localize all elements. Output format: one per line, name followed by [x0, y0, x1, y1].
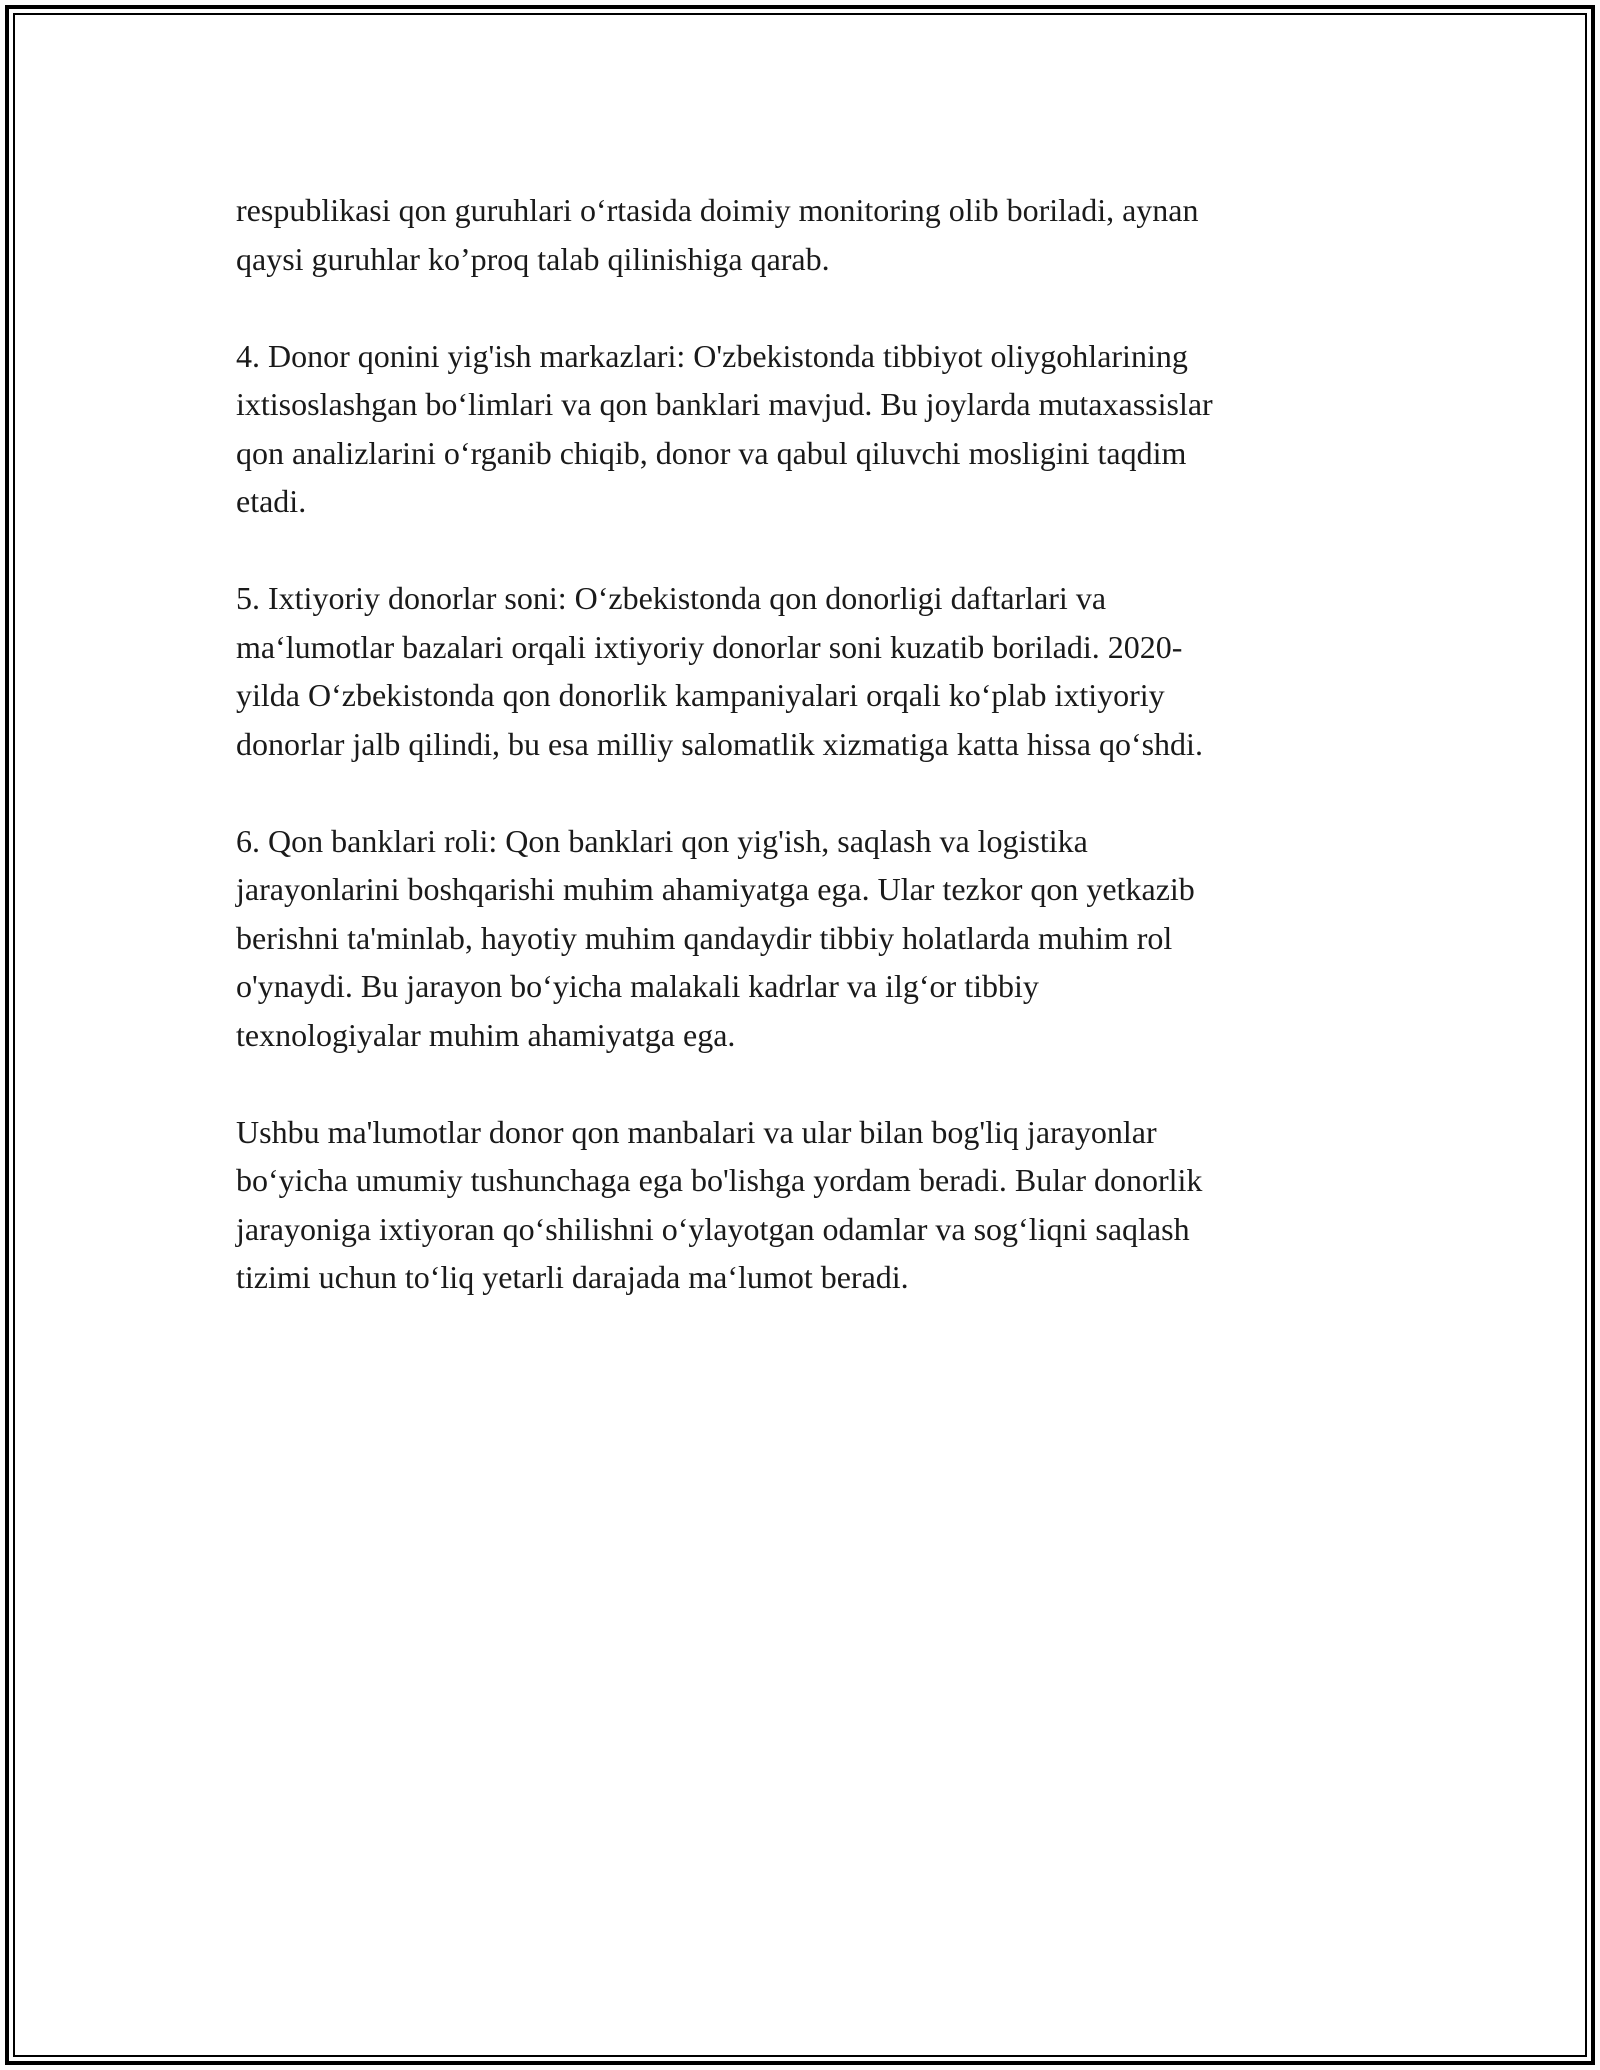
- paragraph-blood-banks-role: 6. Qon banklari roli: Qon banklari qon yig'ish, saqlash va logistika jarayonlarini boshqarishi muhim ahamiyatga ega. Ular tezkor qon yetkazib berishni ta'minlab, hayotiy muhim qandaydir tibbiy holatlarda muhim rol o'ynaydi. Bu jarayon bo‘yicha malakali kadrlar va ilg‘or tibbiy texnologiyalar muhim ahamiyatga ega.: [236, 822, 1195, 1053]
- paragraph-blood-group-monitoring: respublikasi qon guruhlari o‘rtasida doimiy monitoring olib boriladi, aynan qaysi guruhlar ko’proq talab qilinishiga qarab.: [236, 192, 1199, 277]
- paragraph-donor-collection-centers: 4. Donor qonini yig'ish markazlari: O'zbekistonda tibbiyot oliygohlarining ixtisoslashgan bo‘limlari va qon banklari mavjud. Bu joylarda mutaxassislar qon analizlarini o‘rganib chiqib, donor va qabul qiluvchi mosligini taqdim etadi.: [236, 337, 1213, 519]
- document-body: [236, 186, 1366, 1350]
- paragraph-conclusion: Ushbu ma'lumotlar donor qon manbalari va ular bilan bog'liq jarayonlar bo‘yicha umumiy tushunchaga ega bo'lishga yordam beradi. Bular donorlik jarayoniga ixtiyoran qo‘shilishni o‘ylayotgan odamlar va sog‘liqni saqlash tizimi uchun to‘liq yetarli darajada ma‘lumot beradi.: [236, 1113, 1203, 1295]
- paragraph-voluntary-donors: 5. Ixtiyoriy donorlar soni: O‘zbekistonda qon donorligi daftarlari va ma‘lumotlar bazalari orqali ixtiyoriy donorlar soni kuzatib boriladi. 2020- yilda O‘zbekistonda qon donorlik kampaniyalari orqali ko‘plab ixtiyoriy donorlar jalb qilindi, bu esa milliy salomatlik xizmatiga katta hissa qo‘shdi.: [236, 580, 1203, 762]
